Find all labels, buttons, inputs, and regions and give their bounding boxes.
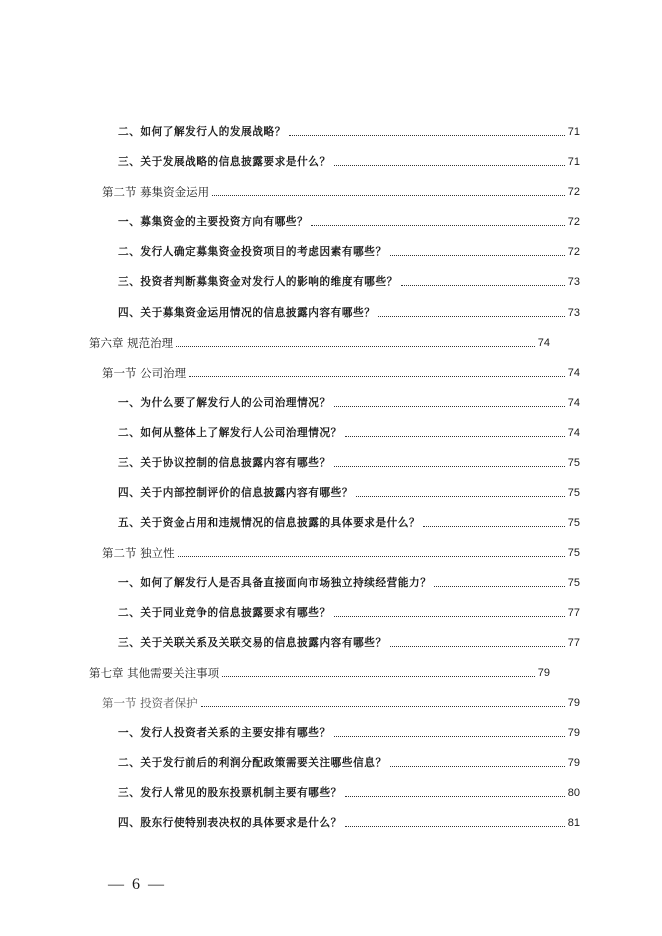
- toc-entry-page: 75: [567, 517, 580, 529]
- dot-leader: [378, 315, 564, 317]
- toc-entry-title: 二、发行人确定募集资金投资项目的考虑因素有哪些？: [118, 246, 387, 258]
- toc-entry[interactable]: [118, 452, 580, 470]
- toc-entry[interactable]: [118, 812, 580, 830]
- toc-entry[interactable]: [89, 332, 550, 350]
- toc-entry[interactable]: [102, 692, 580, 710]
- toc-entry-title: 一、发行人投资者关系的主要安排有哪些？: [118, 727, 331, 739]
- dot-leader: [334, 615, 565, 617]
- page-number-footer: — 6 —: [108, 876, 166, 893]
- toc-entry-page: 75: [567, 487, 580, 499]
- dot-leader: [201, 705, 565, 707]
- toc-entry-page: 73: [567, 307, 580, 319]
- toc-entry[interactable]: [118, 422, 580, 440]
- toc-entry-page: 80: [567, 787, 580, 799]
- toc-entry-title: 二、如何从整体上了解发行人公司治理情况？: [118, 427, 342, 439]
- toc-entry[interactable]: [118, 121, 580, 139]
- toc-entry-page: 79: [537, 667, 550, 679]
- toc-entry-title: 四、股东行使特别表决权的具体要求是什么？: [118, 817, 342, 829]
- toc-entry-title: 第六章 规范治理: [89, 336, 174, 350]
- dot-leader: [178, 555, 565, 557]
- toc-entry-page: 77: [567, 607, 580, 619]
- dot-leader: [222, 675, 535, 677]
- dot-leader: [345, 435, 565, 437]
- toc-entry-title: 四、关于内部控制评价的信息披露内容有哪些？: [118, 487, 354, 499]
- toc-entry-page: 73: [567, 276, 580, 288]
- toc-entry-title: 第七章 其他需要关注事项: [89, 666, 220, 680]
- toc-entry[interactable]: [118, 241, 580, 259]
- dot-leader: [390, 645, 565, 647]
- toc-entry-page: 72: [567, 216, 580, 228]
- toc-entry[interactable]: [118, 632, 580, 650]
- toc-entry-title: 三、发行人常见的股东投票机制主要有哪些？: [118, 787, 342, 799]
- toc-entry-page: 79: [567, 697, 580, 709]
- toc-entry-title: 第一节 公司治理: [102, 366, 187, 380]
- toc-entry-page: 71: [567, 156, 580, 168]
- dot-leader: [345, 795, 565, 797]
- toc-entry-page: 81: [567, 817, 580, 829]
- toc-entry-title: 三、关于协议控制的信息披露内容有哪些？: [118, 457, 331, 469]
- toc-entry-title: 三、投资者判断募集资金对发行人的影响的维度有哪些？: [118, 276, 398, 288]
- toc-entry-title: 第二节 独立性: [102, 546, 175, 560]
- toc-entry-page: 74: [567, 427, 580, 439]
- toc-entry-page: 75: [567, 547, 580, 559]
- toc-entry-page: 72: [567, 246, 580, 258]
- dot-leader: [334, 465, 565, 467]
- toc-entry-title: 二、关于同业竞争的信息披露要求有哪些？: [118, 607, 331, 619]
- toc-entry-title: 一、为什么要了解发行人的公司治理情况？: [118, 397, 331, 409]
- dot-leader: [423, 525, 565, 527]
- toc-entry-title: 五、关于资金占用和违规情况的信息披露的具体要求是什么？: [118, 517, 421, 529]
- toc-entry-page: 72: [567, 186, 580, 198]
- toc-entry-page: 75: [567, 577, 580, 589]
- toc-entry-page: 79: [567, 727, 580, 739]
- toc-entry-page: 71: [567, 126, 580, 138]
- toc-entry[interactable]: [118, 211, 580, 229]
- toc-entry-title: 三、关于关联关系及关联交易的信息披露内容有哪些？: [118, 637, 387, 649]
- dot-leader: [390, 254, 565, 256]
- dot-leader: [334, 405, 565, 407]
- dot-leader: [356, 495, 565, 497]
- toc-entry[interactable]: [118, 722, 580, 740]
- dot-leader: [334, 735, 565, 737]
- toc-entry[interactable]: [118, 752, 580, 770]
- dot-leader: [334, 164, 565, 166]
- dot-leader: [434, 585, 564, 587]
- toc-entry-page: 75: [567, 457, 580, 469]
- toc-entry[interactable]: [118, 392, 580, 410]
- toc-entry[interactable]: [118, 271, 580, 289]
- dot-leader: [390, 765, 565, 767]
- dot-leader: [311, 224, 564, 226]
- dot-leader: [176, 345, 535, 347]
- dot-leader: [289, 134, 565, 136]
- toc-entry-page: 74: [567, 397, 580, 409]
- dot-leader: [401, 284, 565, 286]
- toc-entry-title: 一、如何了解发行人是否具备直接面向市场独立持续经营能力？: [118, 577, 432, 589]
- toc-entry-title: 一、募集资金的主要投资方向有哪些？: [118, 216, 309, 228]
- dot-leader: [212, 194, 565, 196]
- toc-entry-title: 第二节 募集资金运用: [102, 185, 210, 199]
- toc-entry[interactable]: [118, 602, 580, 620]
- toc-entry-page: 74: [567, 367, 580, 379]
- toc-entry[interactable]: [118, 302, 580, 320]
- toc-entry-title: 二、如何了解发行人的发展战略？: [118, 126, 286, 138]
- toc-entry[interactable]: [102, 181, 580, 199]
- toc-entry[interactable]: [118, 572, 580, 590]
- toc-entry[interactable]: [102, 542, 580, 560]
- dot-leader: [189, 375, 565, 377]
- toc-entry[interactable]: [89, 662, 550, 680]
- toc-entry[interactable]: [118, 482, 580, 500]
- dot-leader: [345, 825, 565, 827]
- toc-entry-page: 79: [567, 757, 580, 769]
- toc-entry[interactable]: [102, 362, 580, 380]
- toc-entry[interactable]: [118, 782, 580, 800]
- toc-entry[interactable]: [118, 512, 580, 530]
- toc-entry-page: 74: [537, 337, 550, 349]
- toc-entry[interactable]: [118, 151, 580, 169]
- toc-entry-title: 三、关于发展战略的信息披露要求是什么？: [118, 156, 331, 168]
- toc-entry-page: 77: [567, 637, 580, 649]
- toc-entry-title: 四、关于募集资金运用情况的信息披露内容有哪些？: [118, 307, 376, 319]
- toc-entry-title: 第一节 投资者保护: [102, 696, 198, 710]
- toc-entry-title: 二、关于发行前后的利润分配政策需要关注哪些信息？: [118, 757, 387, 769]
